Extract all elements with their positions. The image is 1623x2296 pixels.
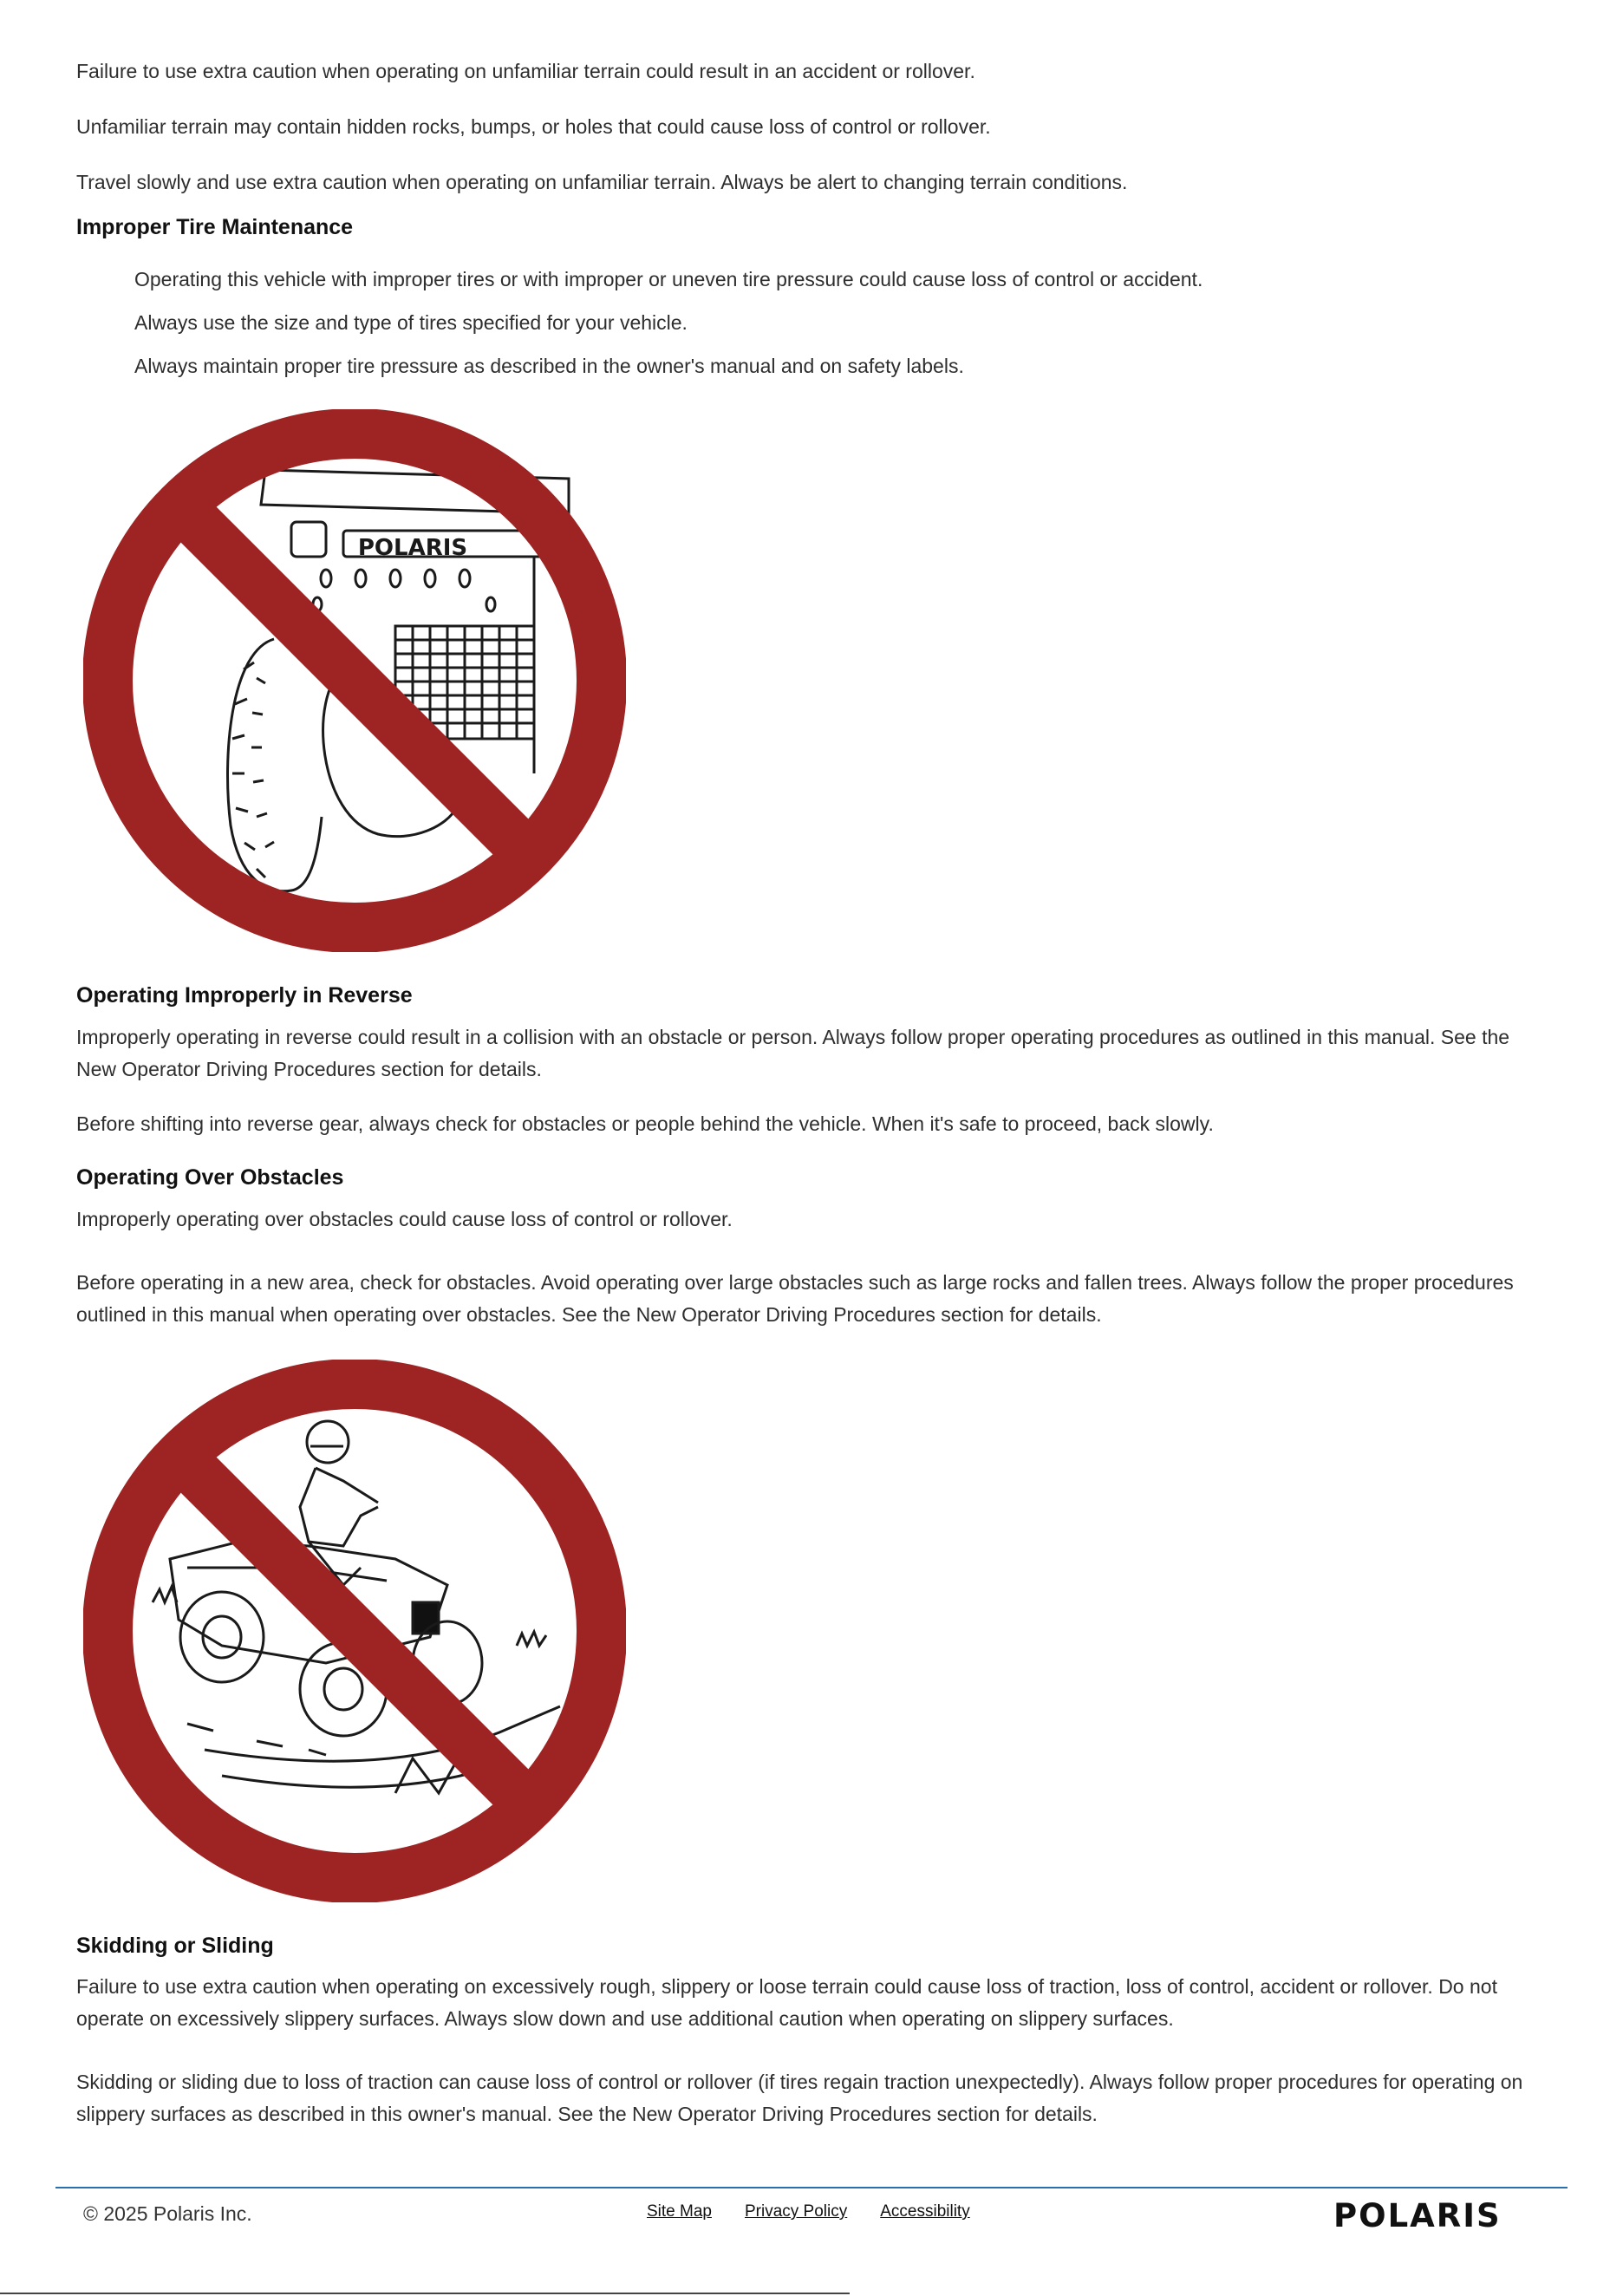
tire-maintenance-heading: Improper Tire Maintenance: [76, 215, 354, 239]
unfamiliar-terrain-warning: Failure to use extra caution when operating on unfamiliar terrain could result in an accident or rollover.: [76, 60, 975, 82]
obstacles-warning: Improperly operating over obstacles could cause loss of control or rollover.: [76, 1208, 733, 1230]
footer-links: [647, 2202, 970, 2221]
tire-line-1: Operating this vehicle with improper tires or with improper or uneven tire pressure could cause loss of control or accident.: [134, 268, 1203, 290]
unfamiliar-terrain-advice: Travel slowly and use extra caution when operating on unfamiliar terrain. Always be alert to changing terrain conditions.: [76, 171, 1128, 193]
privacy-policy-link[interactable]: Privacy Policy: [744, 2202, 848, 2221]
skidding-heading: Skidding or Sliding: [76, 1934, 274, 1958]
obstacle-prohibition-illustration: [83, 1360, 626, 1902]
reverse-heading: Operating Improperly in Reverse: [76, 983, 413, 1008]
skidding-warning: Failure to use extra caution when operating on excessively rough, slippery or loose terrain could cause loss of traction, loss of control, accident or rollover. Do not operate on excessively slippery surfaces. Always slow down and use additional caution when operating on slippery surfaces.: [76, 1975, 1497, 2030]
reverse-advice: Before shifting into reverse gear, always check for obstacles or people behind the vehicle. When it's safe to proceed, back slowly.: [76, 1112, 1214, 1135]
obstacles-advice: Before operating in a new area, check for obstacles. Avoid operating over large obstacles such as large rocks and fallen trees. Always follow the proper procedures outlined in this manual when operating over obstacles. See the New Operator Driving Procedures section for details.: [76, 1271, 1514, 1326]
footer: [0, 2187, 1623, 2242]
obstacles-heading: Operating Over Obstacles: [76, 1165, 344, 1190]
vehicle-badge-logo: POLARIS: [357, 535, 468, 561]
improper-tire-prohibition-illustration: [83, 409, 626, 952]
tire-line-2: Always use the size and type of tires specified for your vehicle.: [134, 311, 688, 334]
bottom-rule: [0, 2293, 850, 2294]
unfamiliar-terrain-hazard: Unfamiliar terrain may contain hidden rocks, bumps, or holes that could cause loss of control or rollover.: [76, 115, 991, 138]
site-map-link[interactable]: Site Map: [647, 2202, 712, 2221]
accessibility-link[interactable]: Accessibility: [880, 2202, 970, 2221]
tire-line-3: Always maintain proper tire pressure as described in the owner's manual and on safety labels.: [134, 355, 964, 377]
reverse-warning: Improperly operating in reverse could result in a collision with an obstacle or person. Always follow proper operating procedures as outlined in this manual. See the New Operator Driving Procedures section for details.: [76, 1026, 1510, 1080]
copyright-text: © 2025 Polaris Inc.: [83, 2202, 252, 2225]
polaris-logo[interactable]: POLARIS: [1333, 2197, 1502, 2234]
skidding-advice: Skidding or sliding due to loss of traction can cause loss of control or rollover (if tires regain traction unexpectedly). Always follow proper procedures for operating on slippery surfaces as described in this owner's manual. See the New Operator Driving Procedures section for details.: [76, 2071, 1523, 2125]
